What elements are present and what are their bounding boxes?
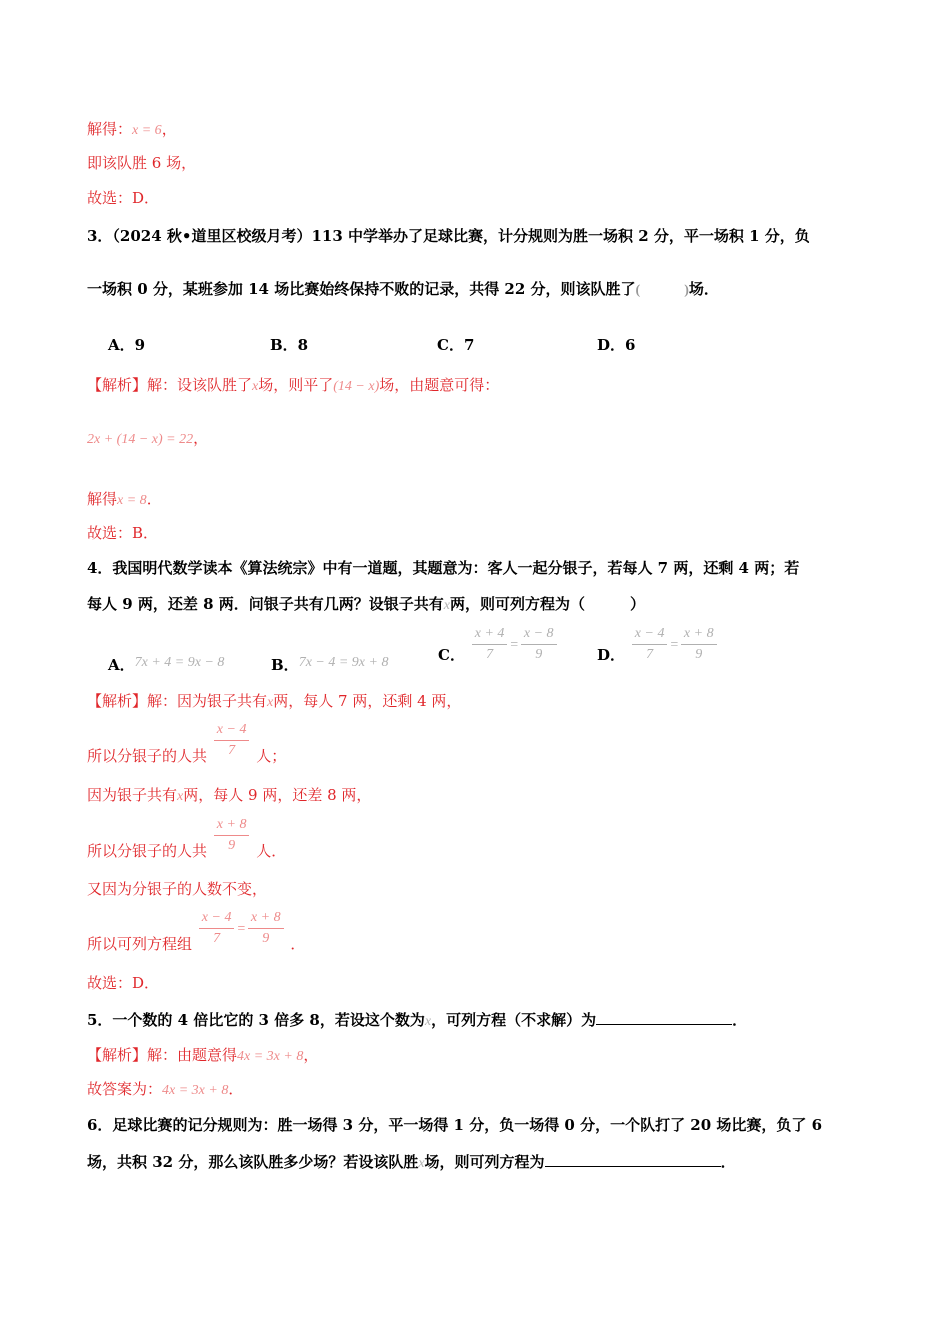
q4-option-b <box>271 654 388 675</box>
q2-answer-text: 即该队胜 6 场， <box>87 154 197 172</box>
q3-analysis-line <box>87 374 499 395</box>
q4-analysis6-equals: = <box>236 921 246 937</box>
q4-analysis4-a: 所以分银子的人共 <box>87 841 208 860</box>
q4-analysis6-left-den: 7 <box>213 931 221 946</box>
q4-analysis2-b: 人； <box>256 746 287 765</box>
q4-analysis-line5: 又因为分银子的人数不变， <box>87 880 268 898</box>
q4-option-a-eq: 7x + 4 = 9x − 8 <box>134 655 225 670</box>
q4-option-d-left-den: 7 <box>646 647 654 662</box>
q4-choice: 故选：D． <box>87 974 160 992</box>
q4-option-d-right-num: x + 8 <box>681 626 717 645</box>
q3-equation: 2x + (14 − x) = 22 <box>87 432 194 447</box>
q3-options <box>108 334 808 354</box>
q4-analysis-line3 <box>87 784 371 805</box>
q4-analysis2-num: x − 4 <box>214 722 250 741</box>
q5-answer-blank[interactable] <box>596 1010 732 1025</box>
q3-equation-tail: ， <box>193 429 209 447</box>
q3-stem-line2-a: 一场积 0 分，某班参加 14 场比赛始终保持不败的记录，共得 22 分，则该队胜了 <box>87 280 636 298</box>
q4-analysis6-right-den: 9 <box>262 931 270 946</box>
q2-solve-math: x = 6 <box>132 123 162 138</box>
q5-analysis-math: 4x = 3x + 8 <box>237 1049 304 1064</box>
q4-option-c-left-frac <box>472 626 508 663</box>
q6-stem-line1: 6．足球比赛的记分规则为：胜一场得 3 分，平一场得 1 分，负一场得 0 分，一个队打了 20 场比赛，负了 6 <box>87 1116 823 1134</box>
q4-option-c-right-num: x − 8 <box>521 626 557 645</box>
q2-solve-tail: ， <box>161 120 177 138</box>
q3-solve-label: 解得 <box>87 490 118 508</box>
q6-answer-blank[interactable] <box>545 1152 721 1167</box>
q6-stem-line2 <box>87 1151 736 1172</box>
q4-option-d-label: D． <box>597 645 626 664</box>
q4-option-d-left-frac <box>632 626 668 663</box>
q4-option-c-right-frac <box>521 626 557 663</box>
q6-stem-line2-a: 场，共积 32 分，那么该队胜多少场？若设该队胜 <box>87 1153 419 1171</box>
q5-stem <box>87 1009 747 1030</box>
q5-analysis-tail: ， <box>303 1046 319 1064</box>
q5-answer-math: 4x = 3x + 8 <box>162 1083 229 1098</box>
q4-analysis4-den: 9 <box>228 838 236 853</box>
q4-option-c-left-den: 7 <box>486 647 494 662</box>
q4-option-d-right-frac <box>681 626 717 663</box>
q4-stem-line1: 4．我国明代数学读本《算法统宗》中有一道题，其题意为：客人一起分银子，若每人 7 两，还剩 4 两；若 <box>87 559 800 577</box>
q3-paren-open: ( <box>635 283 641 298</box>
q3-option-d: D．6 <box>597 336 636 354</box>
q4-option-a-label: A． <box>108 656 135 674</box>
q4-option-d-right-den: 9 <box>695 647 703 662</box>
q4-analysis6-a: 所以可列方程组 <box>87 934 193 953</box>
q4-analysis2-frac <box>214 722 250 759</box>
q3-choice: 故选：B． <box>87 524 159 542</box>
q3-option-c: C．7 <box>437 336 475 354</box>
q4-option-c-label: C． <box>438 645 465 664</box>
q4-analysis6-left-frac <box>199 910 235 947</box>
q3-solve-math: x = 8 <box>117 493 147 508</box>
q3-solve-line <box>87 488 162 509</box>
q4-analysis2-a: 所以分银子的人共 <box>87 746 208 765</box>
q3-analysis-b: 场，则平了 <box>258 376 334 394</box>
q4-analysis3-a: 因为银子共有 <box>87 786 178 804</box>
q4-analysis6-left-num: x − 4 <box>199 910 235 929</box>
q3-option-b: B．8 <box>270 336 309 354</box>
q5-answer-line <box>87 1078 243 1099</box>
q4-analysis4-frac <box>214 817 250 854</box>
q4-stem-line2-b: 两，则可列方程为（ ） <box>449 595 645 613</box>
q6-var-x: x <box>418 1156 425 1171</box>
q4-option-d-equals: = <box>669 637 679 653</box>
q4-option-d <box>597 626 719 663</box>
q3-expr-14x: (14 − x) <box>333 379 380 394</box>
q4-analysis-line2 <box>87 722 287 765</box>
q4-var-x: x <box>443 598 450 613</box>
q4-analysis6-right-num: x + 8 <box>248 910 284 929</box>
q4-analysis6-right-frac <box>248 910 284 947</box>
q6-stem-line2-c: ． <box>720 1153 736 1171</box>
q3-analysis-a: 【解析】解：设该队胜了 <box>87 376 253 394</box>
q4-analysis1-b: 两，每人 7 两，还剩 4 两， <box>273 692 462 710</box>
q2-solve-line <box>87 118 177 139</box>
q6-stem-line2-b: 场，则可列方程为 <box>424 1153 545 1171</box>
q3-analysis-c: 场，由题意可得： <box>379 376 500 394</box>
q3-paren-close: ) <box>684 283 689 298</box>
q5-var-x: x <box>424 1014 432 1029</box>
q4-analysis-line4 <box>87 817 287 860</box>
q4-analysis1-x: x <box>267 695 274 710</box>
q4-analysis2-den: 7 <box>228 743 236 758</box>
q4-analysis1-a: 【解析】解：因为银子共有 <box>87 692 268 710</box>
q3-var-x: x <box>252 379 259 394</box>
q4-option-c-equals: = <box>509 637 519 653</box>
q4-analysis3-x: x <box>177 789 184 804</box>
q4-analysis3-b: 两，每人 9 两，还差 8 两， <box>183 786 372 804</box>
q4-stem-line2-a: 每人 9 两，还差 8 两．问银子共有几两？设银子共有 <box>87 595 444 613</box>
q4-analysis4-num: x + 8 <box>214 817 250 836</box>
q4-option-c-left-num: x + 4 <box>472 626 508 645</box>
q3-stem-line1: 3．（2024 秋•道里区校级月考）113 中学举办了足球比赛，计分规则为胜一场积 2 分，平一场积 1 分，负 <box>87 227 810 245</box>
q3-option-a: A．9 <box>108 336 146 354</box>
q4-analysis4-b: 人． <box>256 841 287 860</box>
q4-analysis-line1 <box>87 690 461 711</box>
q5-analysis-a: 【解析】解：由题意得 <box>87 1046 238 1064</box>
q5-stem-c: ． <box>732 1011 748 1029</box>
q4-option-d-left-num: x − 4 <box>632 626 668 645</box>
q3-stem-line2 <box>87 278 719 299</box>
q5-stem-b: ，可列方程（不求解）为 <box>431 1011 597 1029</box>
q4-option-c <box>438 626 559 663</box>
q5-analysis-line <box>87 1044 318 1065</box>
q4-analysis-line6 <box>87 910 306 953</box>
q4-option-b-label: B． <box>271 656 299 674</box>
q5-stem-a: 5．一个数的 4 倍比它的 3 倍多 8，若设这个数为 <box>87 1011 425 1029</box>
q4-analysis6-b: ． <box>290 934 306 953</box>
q4-stem-line2 <box>87 593 645 614</box>
q2-solve-label: 解得： <box>87 120 133 138</box>
q5-answer-tail: ． <box>228 1080 244 1098</box>
q4-option-c-right-den: 9 <box>535 647 543 662</box>
q4-option-a <box>108 654 224 675</box>
q3-stem-line2-b: 场． <box>688 280 719 298</box>
q5-answer-label: 故答案为： <box>87 1080 163 1098</box>
q2-choice: 故选：D． <box>87 189 160 207</box>
q4-option-b-eq: 7x − 4 = 9x + 8 <box>298 655 389 670</box>
q4-options <box>108 626 748 672</box>
q3-equation-line <box>87 427 208 448</box>
q3-solve-tail: ． <box>146 490 162 508</box>
